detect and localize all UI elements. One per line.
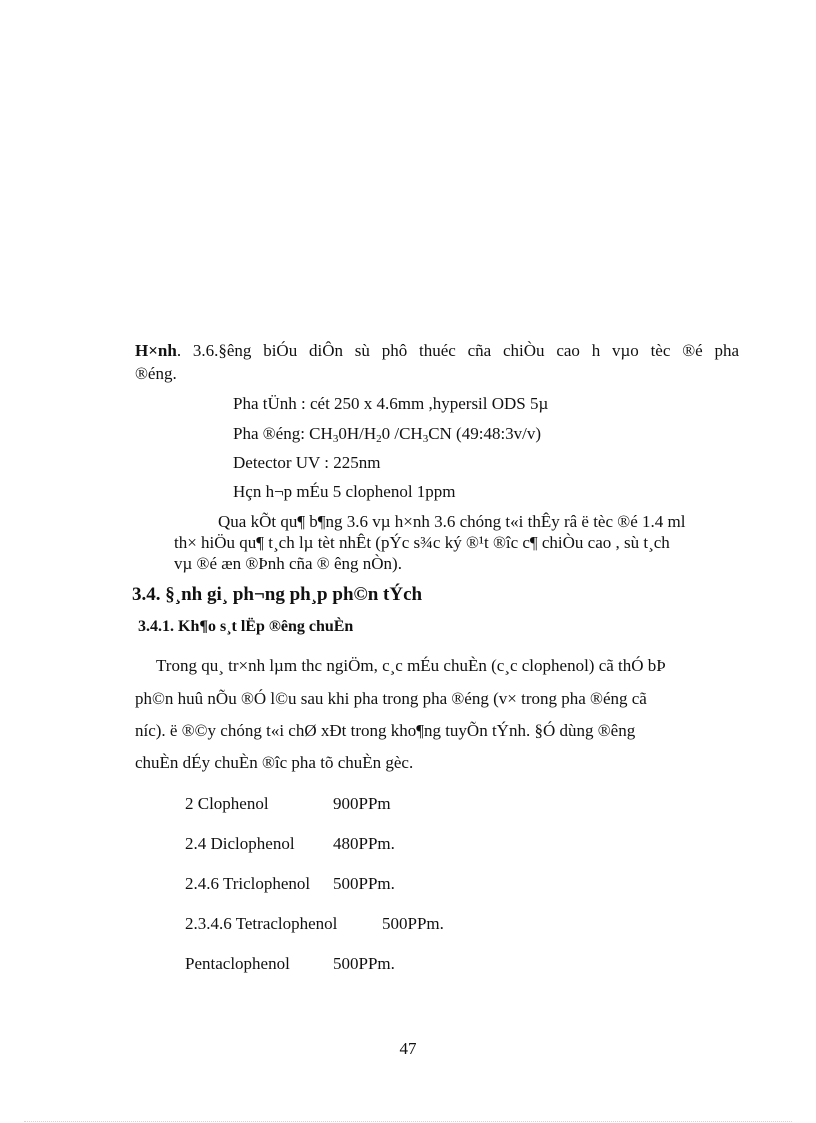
- mixture-line: Hçn h¬p mÉu 5 clophenol 1ppm: [233, 482, 456, 501]
- subsection-heading: 3.4.1. Kh¶o s¸t lËp ®êng chuÈn: [138, 618, 354, 635]
- mobile-phase-text-2: 0H/H: [338, 424, 377, 443]
- mobile-phase-text-3: 0 /CH: [381, 424, 423, 443]
- body-paragraph-line-4: chuÈn dÉy chuÈn ®îc pha tõ chuÈn gèc.: [135, 753, 414, 772]
- standard-name: 2.3.4.6 Tetraclophenol: [185, 914, 338, 933]
- subscript-2: 2: [376, 433, 382, 445]
- standard-value: 900PPm: [333, 794, 391, 813]
- page-number: 47: [399, 1039, 417, 1058]
- standard-value: 500PPm.: [333, 874, 395, 893]
- figure-caption-line-2: ®éng.: [135, 364, 177, 383]
- body-paragraph-line-1: Trong qu¸ tr×nh lµm thc ngiÖm, c¸c mÉu chuÈn (c¸c clophenol) cã thÓ bÞ: [156, 656, 666, 675]
- result-paragraph-line-1: Qua kÕt qu¶ b¶ng 3.6 vµ h×nh 3.6 chóng t«i thÊy râ ë tèc ®é 1.4 ml: [218, 512, 686, 531]
- standard-name: 2 Clophenol: [185, 794, 269, 813]
- standard-name: 2.4.6 Triclophenol: [185, 874, 311, 893]
- subscript-3: 3: [422, 433, 429, 445]
- standard-item: [185, 873, 395, 895]
- section-heading: 3.4. §¸nh gi¸ ph¬ng ph¸p ph©n tÝch: [132, 584, 423, 605]
- standard-value: 500PPm.: [333, 954, 395, 973]
- stationary-phase-line: Pha tÜnh : cét 250 x 4.6mm ,hypersil ODS 5µ: [233, 394, 549, 413]
- standard-value: 500PPm.: [382, 914, 444, 933]
- result-paragraph-line-3: vµ ®é æn ®Þnh cña ® êng nÒn).: [174, 554, 402, 573]
- standard-value: 480PPm.: [333, 834, 395, 853]
- mobile-phase-text-4: CN (49:48:3v/v): [428, 424, 542, 443]
- figure-caption-line-1: [135, 340, 739, 362]
- page-bottom-border: [24, 1121, 792, 1122]
- mobile-phase-line: [233, 423, 541, 445]
- standard-item: [185, 953, 395, 975]
- figure-label: H×nh: [135, 341, 177, 360]
- result-paragraph-line-2: th× hiÖu qu¶ t¸ch lµ tèt nhÊt (pÝc s¾c ký ®¹t ®îc c¶ chiÒu cao , sù t¸ch: [174, 533, 670, 552]
- mobile-phase-text-1: Pha ®éng: CH: [233, 424, 333, 443]
- standard-item: [185, 833, 395, 855]
- standard-name: 2.4 Diclophenol: [185, 834, 295, 853]
- standard-item: [185, 913, 444, 935]
- subscript-1: 3: [332, 433, 339, 445]
- standard-item: [185, 793, 391, 815]
- body-paragraph-line-2: ph©n huû nÕu ®Ó l©u sau khi pha trong pha ®éng (v× trong pha ®éng cã: [135, 689, 647, 708]
- detector-line: Detector UV : 225nm: [233, 453, 381, 472]
- figure-caption-text: . 3.6.§êng biÓu diÔn sù phô thuéc cña chiÒu cao h vµo tèc ®é pha: [176, 341, 739, 360]
- body-paragraph-line-3: níc). ë ®©y chóng t«i chØ xÐt trong kho¶ng tuyÕn tÝnh. §Ó dùng ®êng: [135, 721, 636, 740]
- standard-name: Pentaclophenol: [185, 954, 290, 973]
